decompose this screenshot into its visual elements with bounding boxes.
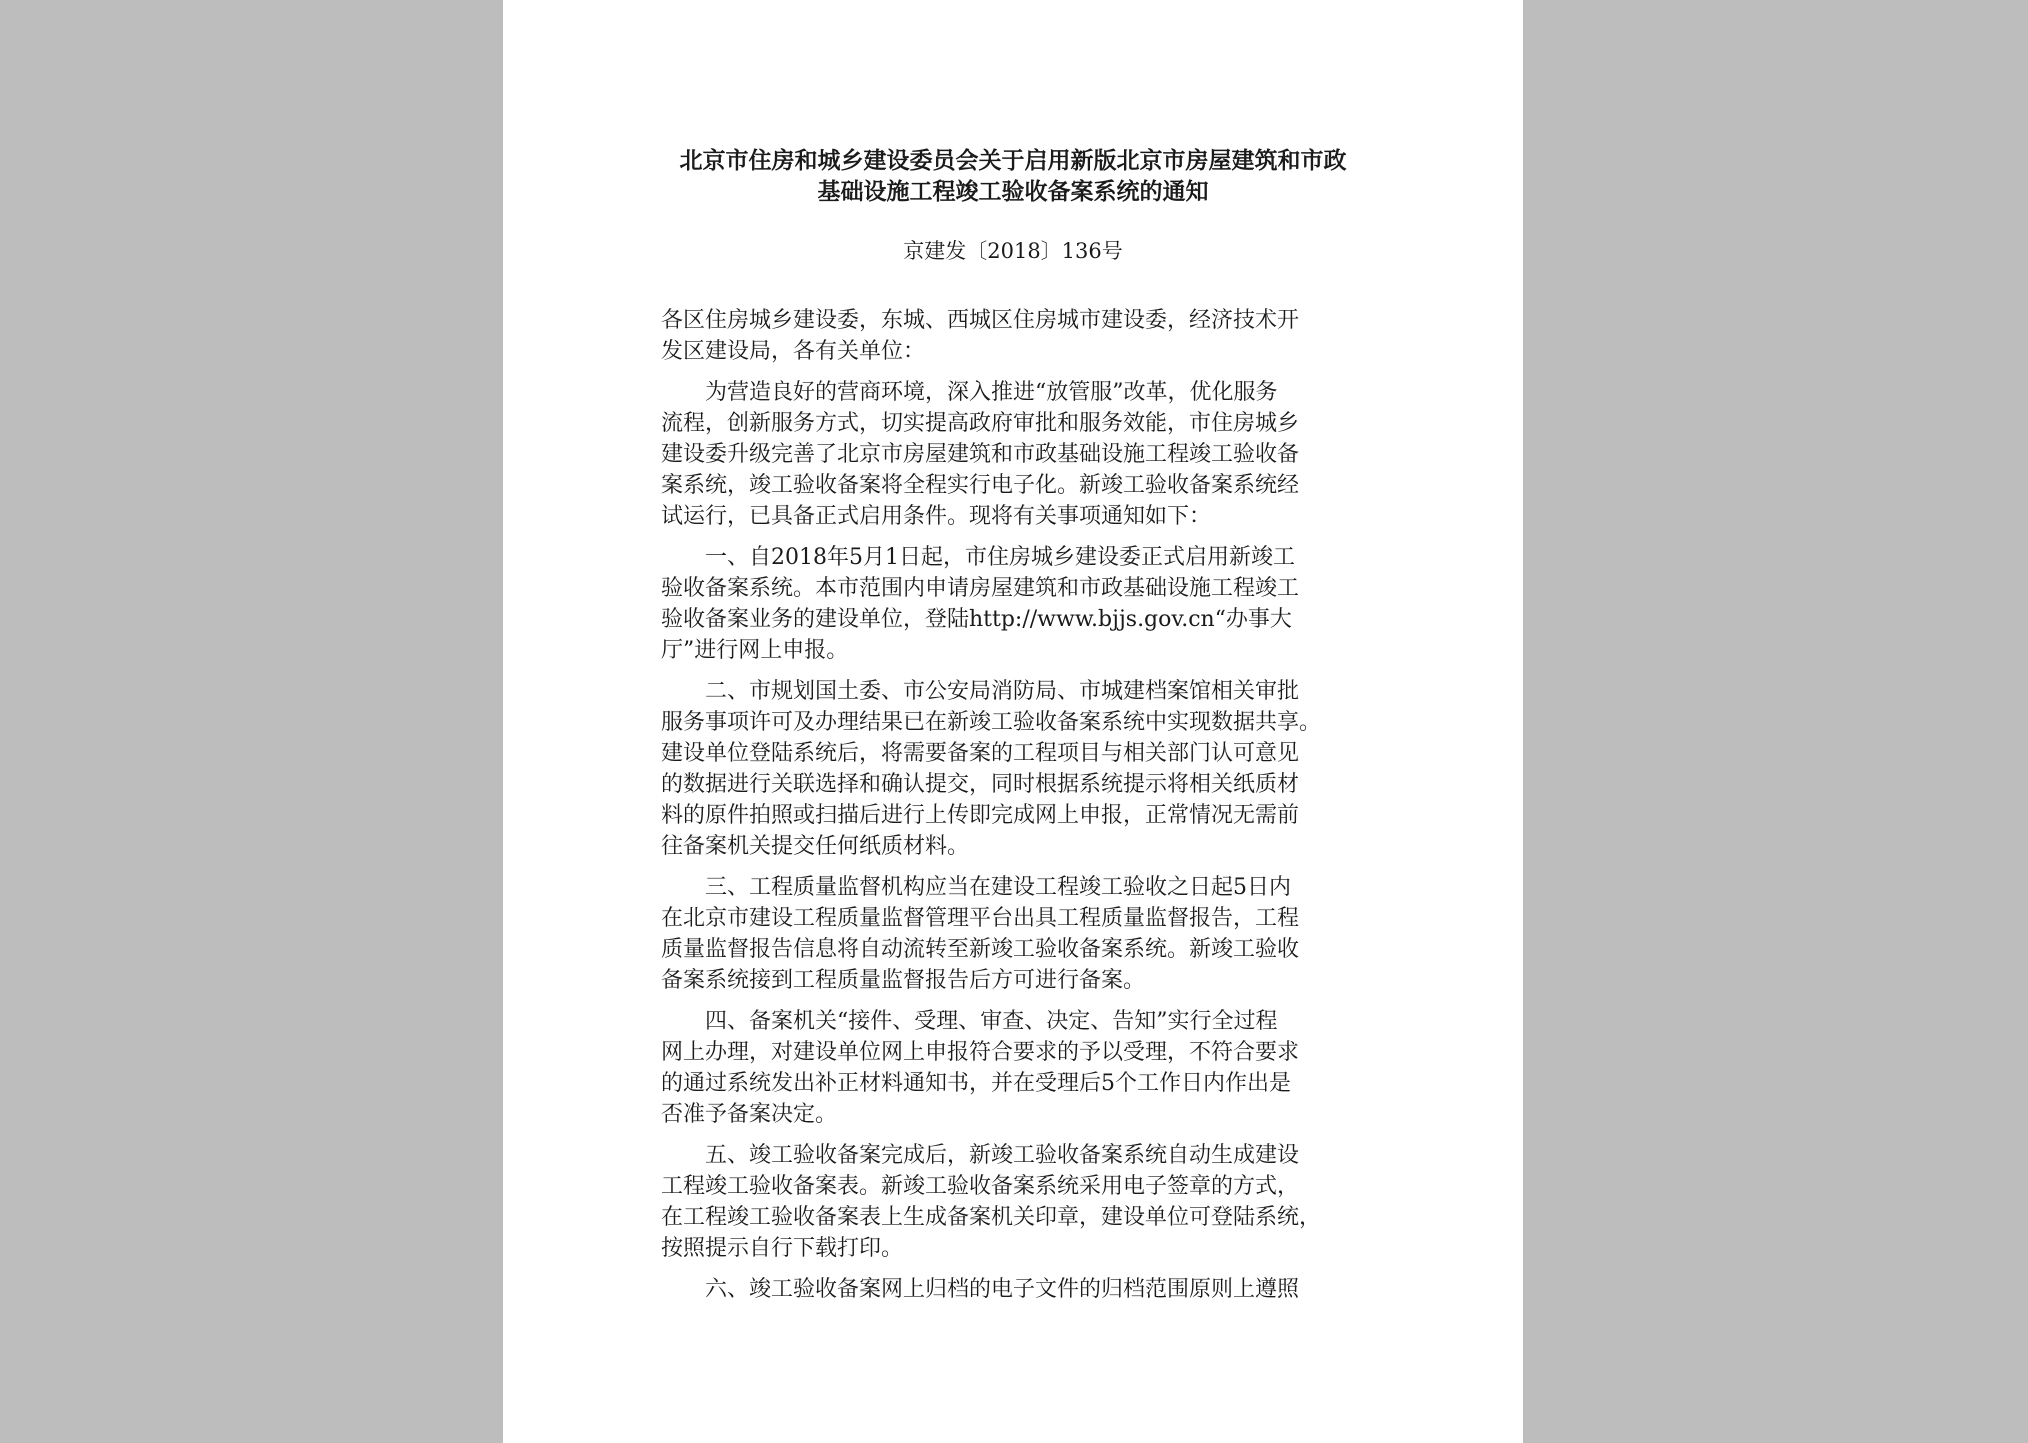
text-line: 按照提示自行下载打印。 bbox=[661, 1236, 904, 1261]
title-line: 北京市住房和城乡建设委员会关于启用新版北京市房屋建筑和市政 bbox=[679, 147, 1347, 174]
text-line: 为营造良好的营商环境，深入推进“放管服”改革，优化服务 bbox=[661, 380, 1278, 405]
text-line: 建设委升级完善了北京市房屋建筑和市政基础设施工程竣工验收备 bbox=[661, 442, 1300, 467]
text-line: 一、自2018年5月1日起，市住房城乡建设委正式启用新竣工 bbox=[661, 545, 1295, 570]
text-line: 建设单位登陆系统后，将需要备案的工程项目与相关部门认可意见 bbox=[661, 741, 1300, 766]
text-line: 流程，创新服务方式，切实提高政府审批和服务效能，市住房城乡 bbox=[661, 411, 1300, 436]
text-line: 备案系统接到工程质量监督报告后方可进行备案。 bbox=[661, 968, 1146, 993]
text-line: 的通过系统发出补正材料通知书，并在受理后5个工作日内作出是 bbox=[661, 1071, 1291, 1096]
text-line: 质量监督报告信息将自动流转至新竣工验收备案系统。新竣工验收 bbox=[661, 937, 1300, 962]
text-line: 工程竣工验收备案表。新竣工验收备案系统采用电子签章的方式， bbox=[661, 1174, 1300, 1199]
text-line: 六、竣工验收备案网上归档的电子文件的归档范围原则上遵照 bbox=[661, 1277, 1300, 1302]
text-line: 服务事项许可及办理结果已在新竣工验收备案系统中实现数据共享。 bbox=[661, 710, 1322, 735]
text-line: 的数据进行关联选择和确认提交，同时根据系统提示将相关纸质材 bbox=[661, 772, 1300, 797]
text-line: 各区住房城乡建设委，东城、西城区住房城市建设委，经济技术开 bbox=[661, 308, 1300, 333]
document-page bbox=[503, 0, 1523, 1443]
text-line: 在工程竣工验收备案表上生成备案机关印章，建设单位可登陆系统， bbox=[661, 1205, 1322, 1230]
text-line: 五、竣工验收备案完成后，新竣工验收备案系统自动生成建设 bbox=[661, 1143, 1300, 1168]
text-line: 网上办理，对建设单位网上申报符合要求的予以受理，不符合要求 bbox=[661, 1040, 1300, 1065]
text-line: 在北京市建设工程质量监督管理平台出具工程质量监督报告，工程 bbox=[661, 906, 1300, 931]
text-line: 否准予备案决定。 bbox=[661, 1102, 838, 1127]
text-line: 厅”进行网上申报。 bbox=[661, 638, 849, 663]
text-line: 二、市规划国土委、市公安局消防局、市城建档案馆相关审批 bbox=[661, 679, 1300, 704]
text-line: 往备案机关提交任何纸质材料。 bbox=[661, 834, 970, 859]
title-line: 基础设施工程竣工验收备案系统的通知 bbox=[817, 178, 1209, 205]
document-number: 京建发〔2018〕136号 bbox=[903, 239, 1123, 263]
text-line: 验收备案业务的建设单位，登陆http://www.bjjs.gov.cn“办事大 bbox=[661, 607, 1292, 632]
text-line: 发区建设局，各有关单位： bbox=[661, 339, 926, 364]
text-line: 料的原件拍照或扫描后进行上传即完成网上申报，正常情况无需前 bbox=[661, 803, 1300, 828]
text-line: 验收备案系统。本市范围内申请房屋建筑和市政基础设施工程竣工 bbox=[661, 576, 1300, 601]
text-line: 四、备案机关“接件、受理、审查、决定、告知”实行全过程 bbox=[661, 1009, 1278, 1034]
text-line: 案系统，竣工验收备案将全程实行电子化。新竣工验收备案系统经 bbox=[661, 473, 1300, 498]
text-line: 三、工程质量监督机构应当在建设工程竣工验收之日起5日内 bbox=[661, 875, 1291, 900]
text-line: 试运行，已具备正式启用条件。现将有关事项通知如下： bbox=[661, 504, 1212, 529]
document-title bbox=[543, 145, 1483, 207]
